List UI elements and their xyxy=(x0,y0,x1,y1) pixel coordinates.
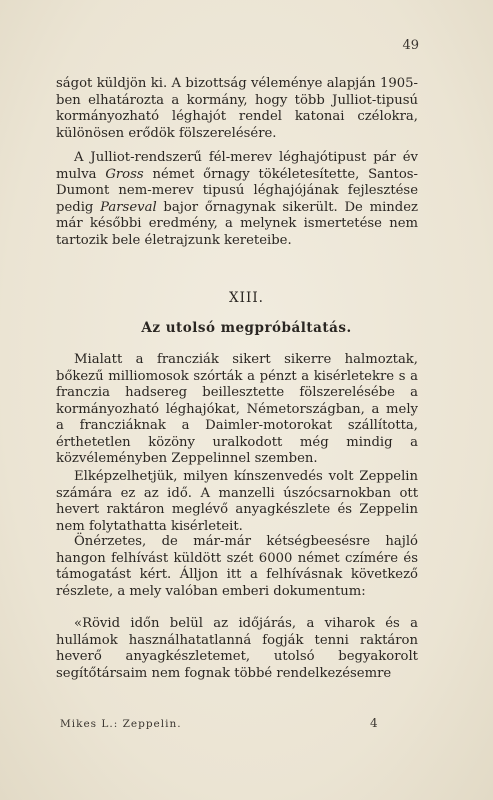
paragraph-2-part-a: A Julliot-rendszerű fél-merev léghajótipust pár év mulva xyxy=(56,150,418,182)
name-gross: Gross xyxy=(105,166,144,182)
page-number: 49 xyxy=(402,38,419,53)
footer-signature: Mikes L.: Zeppelin. xyxy=(60,718,182,730)
paragraph-2-part-c: bajor őrnagynak sikerült. De mindez már későbbi eredmény, a melynek ismertetése nem tartozik bele életrajzunk kereteibe. xyxy=(56,199,418,248)
paragraph-3: Mialatt a francziák sikert sikerre halmoztak, bőkezű milliomosok szórták a pénzt a kisérletekre s a franczia hadsereg beillesztette fölszerelésébe a kormányozható léghajókat, Németországban, a mely a francziáknak a Daimler-motorokat szállította, érthetetlen közöny uralkodott még mindig a közvéleményben Zeppelinnel szemben. xyxy=(56,352,418,466)
paragraph-5: Önérzetes, de már-már kétségbeesésre hajló hangon felhívást küldött szét 6000 német czímére és támogatást kért. Álljon itt a felhívásnak következő részlete, a mely valóban emberi dokumentum: xyxy=(56,534,418,599)
paragraph-1: ságot küldjön ki. A bizottság véleménye alapján 1905-ben elhatározta a kormány, hogy több Julliot-tipusú kormányozható léghajót rendel katonai czélokra, különösen erődök fölszerelésére. xyxy=(56,76,418,141)
chapter-title: Az utolsó megpróbáltatás. xyxy=(141,320,352,336)
paragraph-6: «Rövid időn belül az időjárás, a viharok és a hullámok használhatatlanná fogják tenni raktáron heverő anyagkészletemet, utolsó begyakorolt segítőtársaim nem fognak többé rendelkezésemre xyxy=(56,616,418,681)
paragraph-2-part-b: német őrnagy tökéletesítette, Santos-Dumont nem-merev tipusú léghajójának fejlesztése pedig xyxy=(56,166,418,215)
name-parseval: Parseval xyxy=(100,199,157,215)
paragraph-2 xyxy=(56,150,418,249)
chapter-number: XIII. xyxy=(229,290,264,306)
paragraph-4: Elképzelhetjük, milyen kínszenvedés volt Zeppelin számára ez az idő. A manzelli úszócsarnokban ott hevert raktáron meglévő anyagkészlete és Zeppelin nem folytathatta kisérleteit. xyxy=(56,469,418,534)
footer-sheet-number: 4 xyxy=(370,716,378,730)
